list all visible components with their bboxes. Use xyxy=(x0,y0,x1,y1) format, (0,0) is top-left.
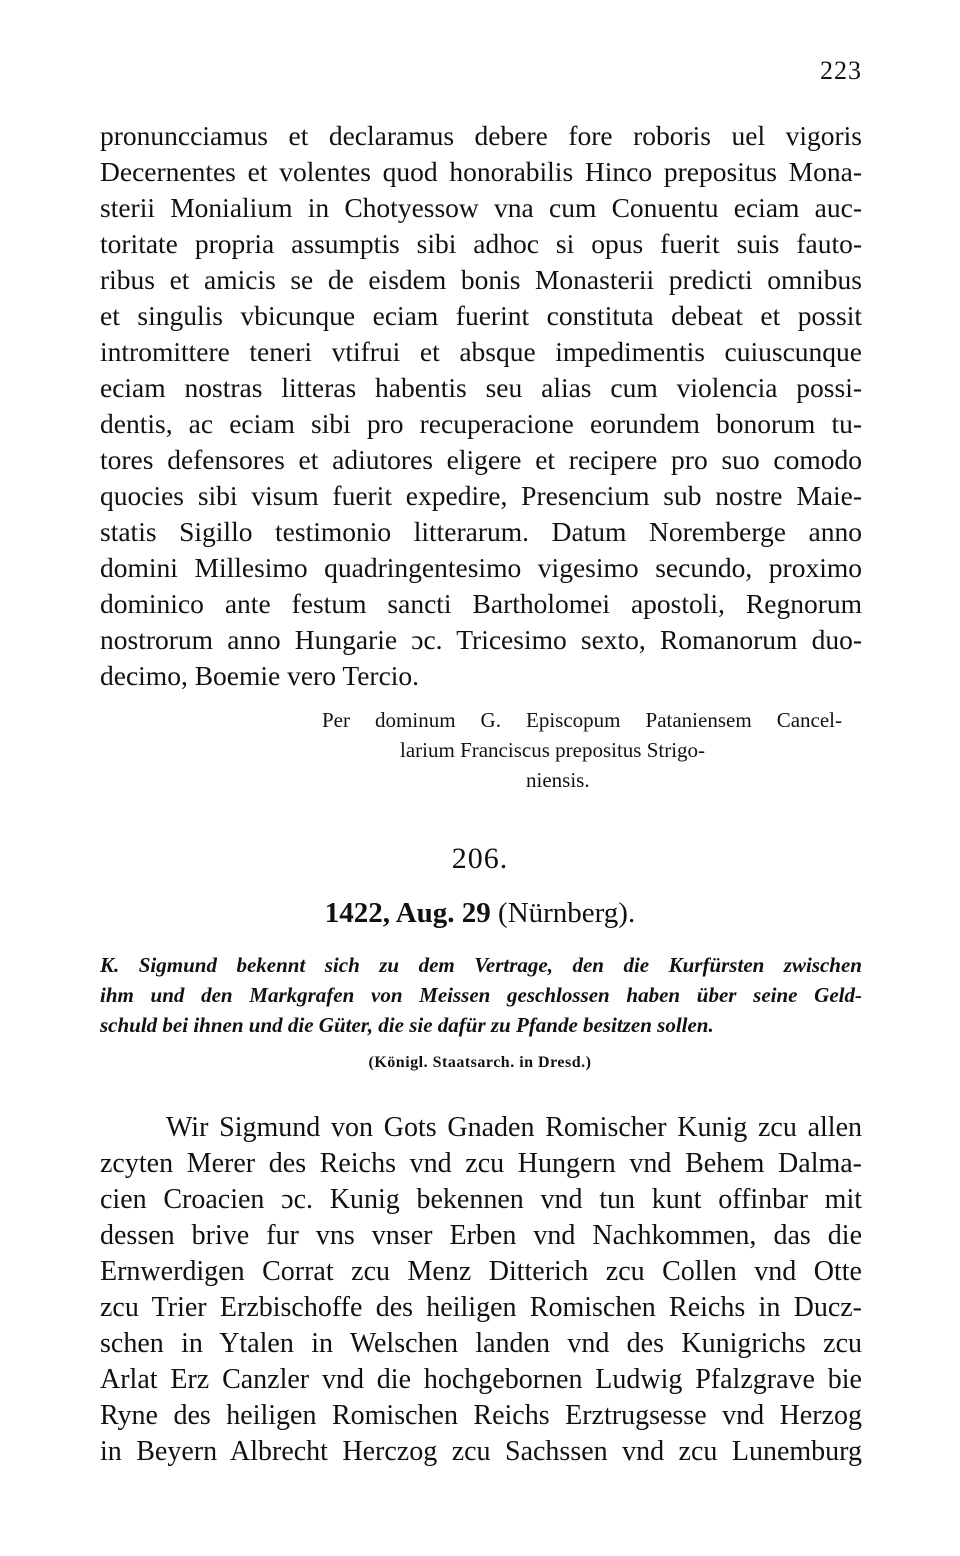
document-date xyxy=(0,897,960,930)
document-number: 206. xyxy=(451,842,509,875)
text-line: dominico ante festum sancti Bartholomei apostoli, Regnorum xyxy=(100,588,862,619)
text-line: Decernentes et volentes quod honorabilis Hinco prepositus Mona- xyxy=(100,156,862,187)
text-line: Arlat Erz Canzler vnd die hochgebornen Ludwig Pfalzgrave bie xyxy=(100,1364,862,1395)
page-number: 223 xyxy=(820,56,862,85)
text-line: tores defensores et adiutores eligere et recipere pro suo comodo xyxy=(100,444,862,475)
text-line: dentis, ac eciam sibi pro recuperacione eorundem bonorum tu- xyxy=(100,408,862,439)
text-line: quocies sibi visum fuerit expedire, Presencium sub nostre Maie- xyxy=(100,480,862,511)
text-line: decimo, Boemie vero Tercio. xyxy=(100,660,420,691)
signature-line: Per dominum G. Episcopum Pataniensem Cancel- xyxy=(322,708,842,732)
text-line: cien Croacien ɔc. Kunig bekennen vnd tun kunt offinbar mit xyxy=(100,1184,862,1215)
text-line: eciam nostras litteras habentis seu alias cum violencia possi- xyxy=(100,372,862,403)
text-line: Wir Sigmund von Gots Gnaden Romischer Kunig zcu allen xyxy=(166,1112,862,1143)
text-line: pronuncciamus et declaramus debere fore roboris uel vigoris xyxy=(100,120,862,151)
text-line: Ernwerdigen Corrat zcu Menz Ditterich zcu Collen vnd Otte xyxy=(100,1256,862,1287)
text-line: domini Millesimo quadringentesimo vigesimo secundo, proximo xyxy=(100,552,862,583)
text-line: sterii Monialium in Chotyessow vna cum Conuentu eciam auc- xyxy=(100,192,862,223)
text-line: in Beyern Albrecht Herczog zcu Sachssen vnd zcu Lunemburg xyxy=(100,1436,862,1467)
regest-line: schuld bei ihnen und die Güter, die sie dafür zu Pfande besitzen sollen. xyxy=(100,1013,714,1037)
text-line: schen in Ytalen in Welschen landen vnd des Kunigrichs zcu xyxy=(100,1328,862,1359)
text-line: Ryne des heiligen Romischen Reichs Erztrugsesse vnd Herzog xyxy=(100,1400,862,1431)
text-line: et singulis vbicunque eciam fuerint constituta debeat et possit xyxy=(100,300,862,331)
text-line: nostrorum anno Hungarie ɔc. Tricesimo sexto, Romanorum duo- xyxy=(100,624,862,655)
signature-line: larium Franciscus prepositus Strigo- xyxy=(400,738,706,762)
text-line: zcu Trier Erzbischoffe des heiligen Romischen Reichs in Ducz- xyxy=(100,1292,862,1323)
document-date-value: 1422, Aug. 29 xyxy=(324,897,491,929)
text-line: statis Sigillo testimonio litterarum. Datum Noremberge anno xyxy=(100,516,862,547)
regest-line: K. Sigmund bekennt sich zu dem Vertrage, den die Kurfürsten zwischen xyxy=(100,953,862,977)
archive-source: (Königl. Staatsarch. in Dresd.) xyxy=(368,1054,592,1071)
text-line: zcyten Merer des Reichs vnd zcu Hungern vnd Behem Dalma- xyxy=(100,1148,862,1179)
text-line: dessen brive fur vns vnser Erben vnd Nachkommen, das die xyxy=(100,1220,862,1251)
text-line: ribus et amicis se de eisdem bonis Monasterii predicti omnibus xyxy=(100,264,862,295)
signature-line: niensis. xyxy=(526,768,590,792)
document-place: (Nürnberg). xyxy=(498,897,636,929)
text-line: toritate propria assumptis sibi adhoc si opus fuerit suis fauto- xyxy=(100,228,862,259)
regest-line: ihm und den Markgrafen von Meissen geschlossen haben über seine Geld- xyxy=(100,983,862,1007)
text-line: intromittere teneri vtifrui et absque impedimentis cuiuscunque xyxy=(100,336,862,367)
